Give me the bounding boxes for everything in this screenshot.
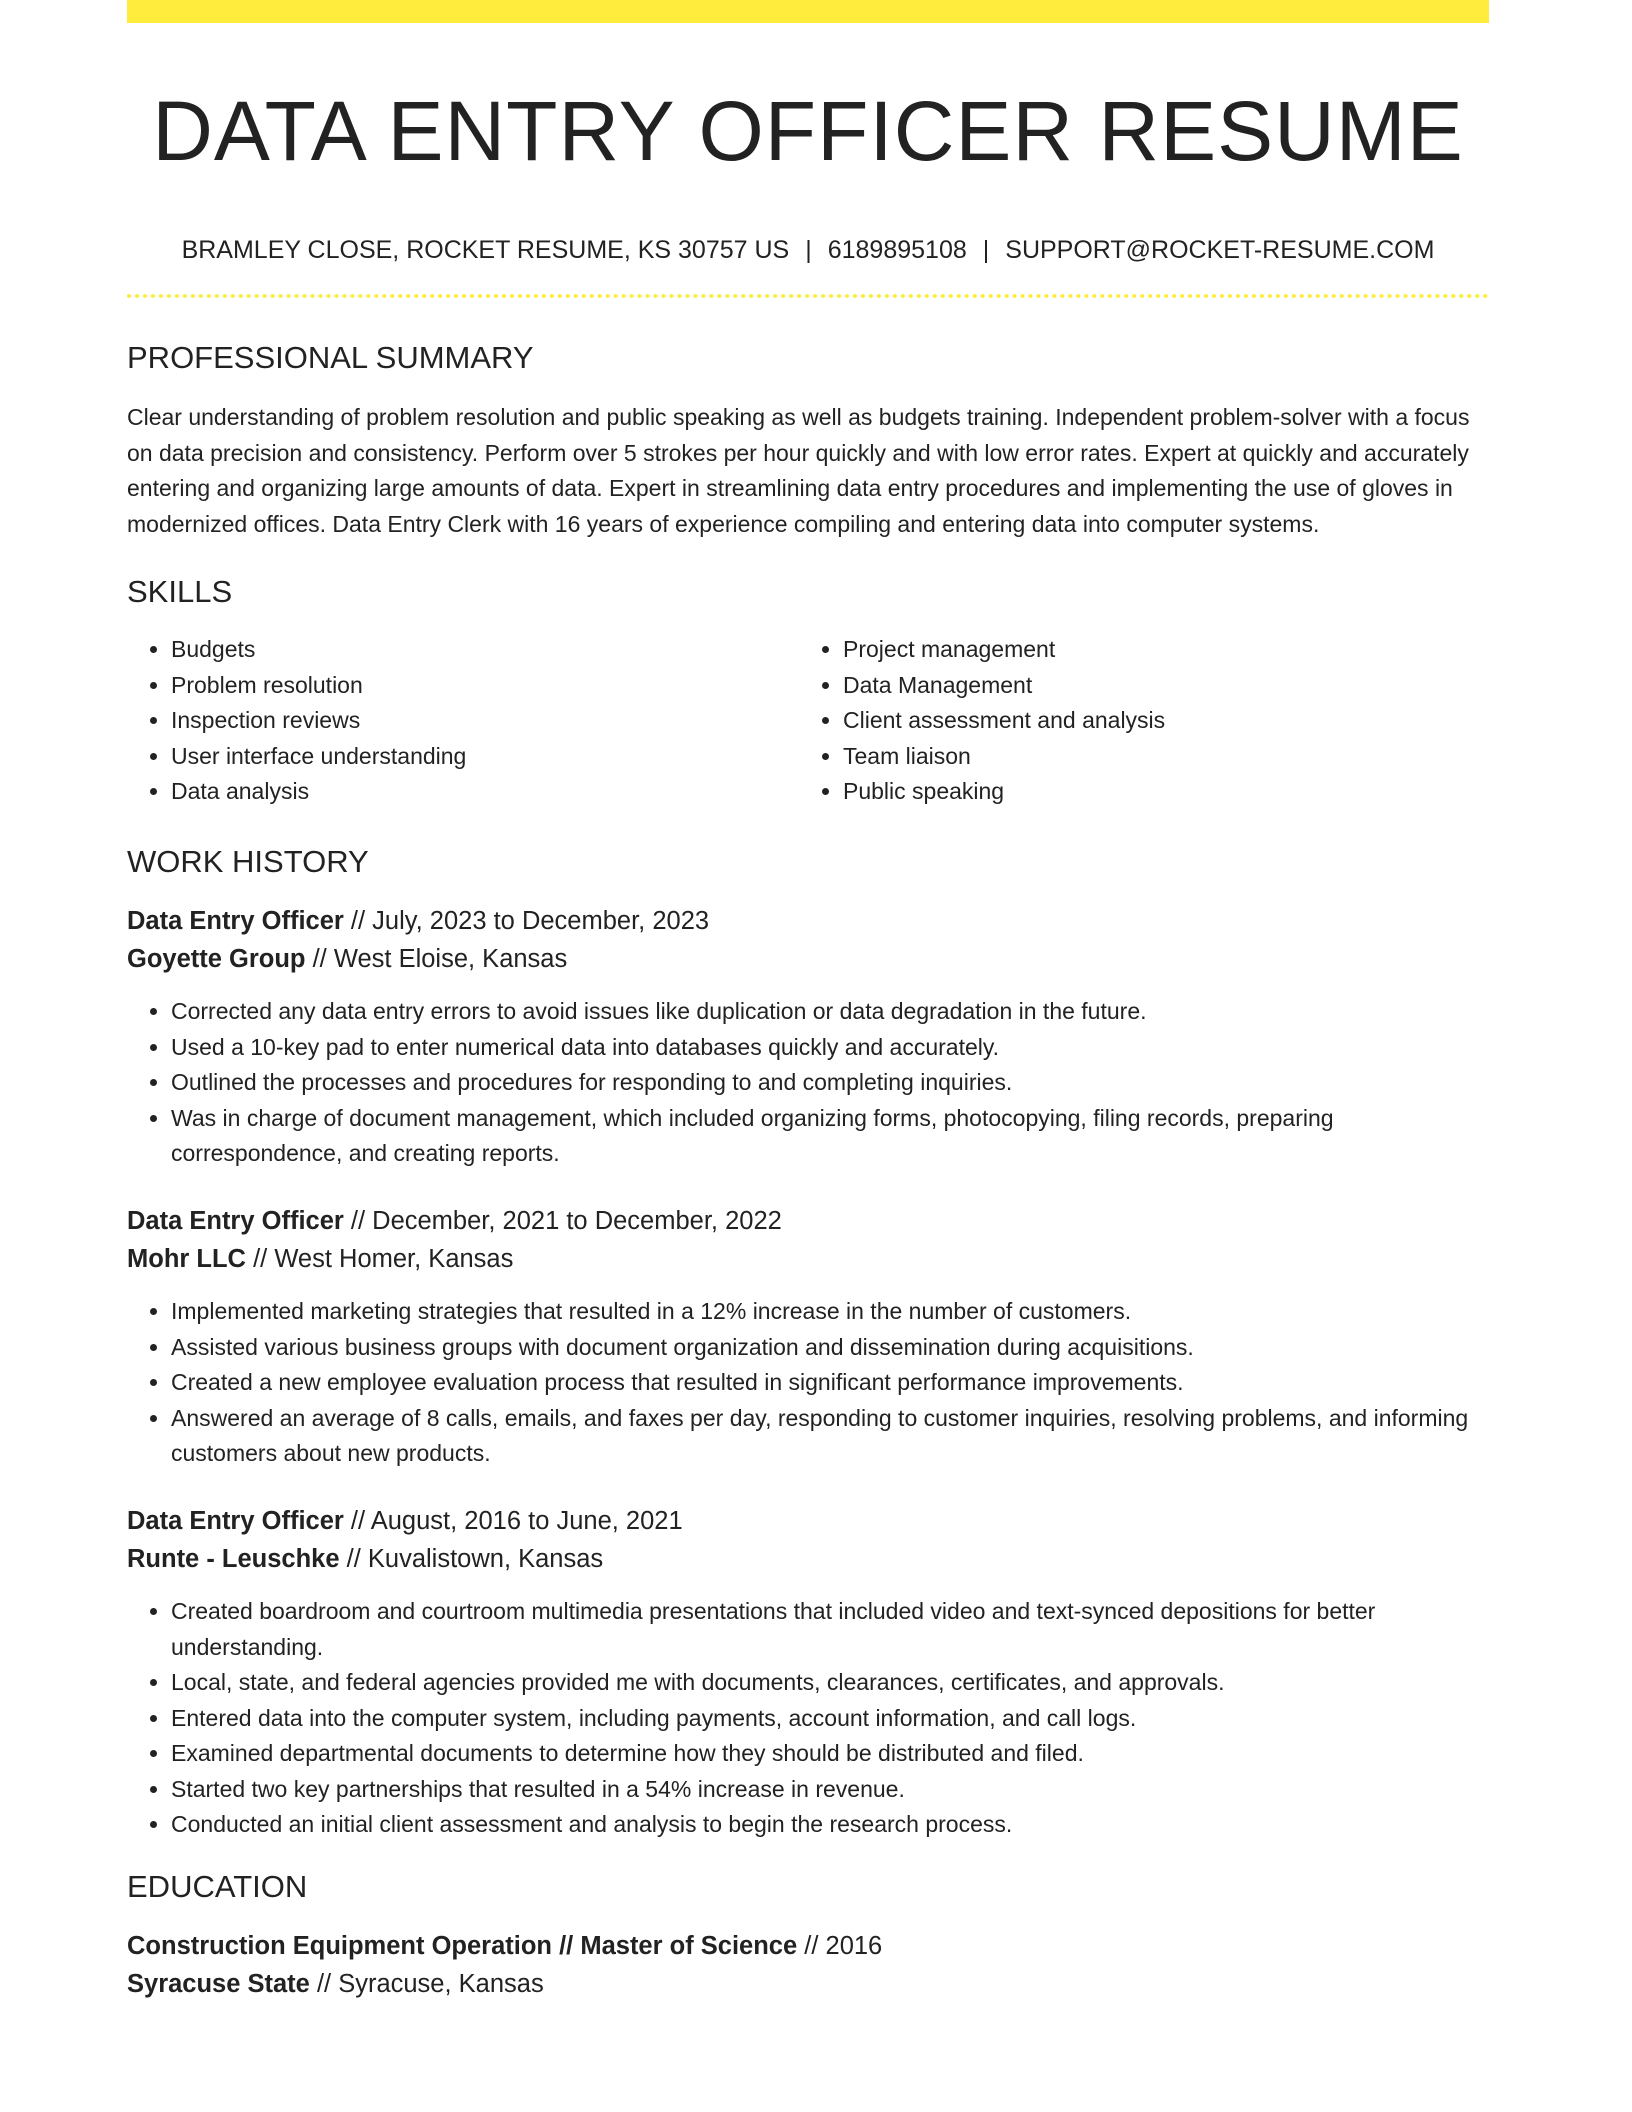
job-bullets — [127, 994, 1489, 1172]
job-entry — [127, 1202, 1489, 1472]
job-title-line — [127, 1202, 1489, 1240]
education-heading: EDUCATION — [127, 1869, 308, 1905]
education-year: // 2016 — [797, 1932, 883, 1961]
job-bullet: • Conducted an initial client assessment and analysis to begin the research process. — [171, 1807, 1489, 1843]
skill-item: • Client assessment and analysis — [843, 703, 1471, 739]
skill-item: • User interface understanding — [171, 739, 799, 775]
job-bullets — [127, 1294, 1489, 1472]
skills-list — [127, 632, 1489, 810]
contact-email: SUPPORT@ROCKET-RESUME.COM — [1005, 236, 1435, 264]
contact-separator: | — [805, 236, 812, 264]
job-title: Data Entry Officer — [127, 1506, 344, 1535]
job-bullet: • Entered data into the computer system, including payments, account information, and call logs. — [171, 1701, 1489, 1737]
job-title-line — [127, 902, 1489, 940]
job-bullet: • Assisted various business groups with document organization and dissemination during acquisitions. — [171, 1330, 1489, 1366]
skill-item: • Budgets — [171, 632, 799, 668]
contact-address: BRAMLEY CLOSE, ROCKET RESUME, KS 30757 US — [181, 236, 790, 264]
education-degree: Construction Equipment Operation // Master of Science — [127, 1932, 798, 1961]
contact-phone: 6189895108 — [827, 236, 967, 264]
job-company-line — [127, 1540, 1489, 1578]
job-bullet: • Started two key partnerships that resulted in a 54% increase in revenue. — [171, 1772, 1489, 1808]
skill-item: • Problem resolution — [171, 668, 799, 704]
work-history-heading: WORK HISTORY — [127, 843, 369, 879]
job-bullet: • Created boardroom and courtroom multimedia presentations that included video and text-synced depositions for better understanding. — [171, 1594, 1489, 1665]
dotted-divider — [127, 294, 1489, 298]
job-bullet: • Outlined the processes and procedures for responding to and completing inquiries. — [171, 1065, 1489, 1101]
job-dates: // December, 2021 to December, 2022 — [343, 1206, 782, 1235]
job-company-line — [127, 1240, 1489, 1278]
job-company: Runte - Leuschke — [127, 1544, 340, 1573]
accent-top-bar — [127, 0, 1489, 23]
job-location: // West Homer, Kansas — [245, 1244, 514, 1273]
education-school-line — [127, 1965, 1489, 2003]
skill-item: • Data Management — [843, 668, 1471, 704]
skill-item: • Public speaking — [843, 774, 1471, 810]
job-entry — [127, 902, 1489, 1172]
job-bullet: • Implemented marketing strategies that resulted in a 12% increase in the number of customers. — [171, 1294, 1489, 1330]
job-bullet: • Examined departmental documents to determine how they should be distributed and filed. — [171, 1736, 1489, 1772]
skills-column-left — [127, 632, 799, 810]
job-bullet: • Corrected any data entry errors to avoid issues like duplication or data degradation in the future. — [171, 994, 1489, 1030]
job-dates: // August, 2016 to June, 2021 — [343, 1506, 683, 1535]
skill-item: • Team liaison — [843, 739, 1471, 775]
job-entry — [127, 1502, 1489, 1843]
job-company: Mohr LLC — [127, 1244, 246, 1273]
job-bullet: • Created a new employee evaluation process that resulted in significant performance improvements. — [171, 1365, 1489, 1401]
resume-title: DATA ENTRY OFFICER RESUME — [152, 84, 1464, 178]
skill-item: • Project management — [843, 632, 1471, 668]
job-location: // Kuvalistown, Kansas — [339, 1544, 604, 1573]
summary-heading: PROFESSIONAL SUMMARY — [127, 340, 534, 375]
education-degree-line — [127, 1927, 1489, 1965]
skill-item: • Data analysis — [171, 774, 799, 810]
job-title-line — [127, 1502, 1489, 1540]
job-dates: // July, 2023 to December, 2023 — [343, 906, 710, 935]
job-title: Data Entry Officer — [127, 906, 344, 935]
contact-line — [127, 233, 1489, 267]
skills-column-right — [799, 632, 1471, 810]
education-location: // Syracuse, Kansas — [309, 1970, 544, 1999]
job-bullet: • Used a 10-key pad to enter numerical data into databases quickly and accurately. — [171, 1030, 1489, 1066]
job-location: // West Eloise, Kansas — [305, 944, 568, 973]
job-bullet: • Was in charge of document management, which included organizing forms, photocopying, filing records, preparing correspondence, and creating reports. — [171, 1101, 1489, 1172]
resume-page — [127, 0, 1489, 2003]
job-company-line — [127, 940, 1489, 978]
skills-heading: SKILLS — [127, 574, 233, 609]
job-bullet: • Answered an average of 8 calls, emails, and faxes per day, responding to customer inquiries, resolving problems, and informing customers about new products. — [171, 1401, 1489, 1472]
education-school: Syracuse State — [127, 1970, 310, 1999]
job-company: Goyette Group — [127, 944, 306, 973]
job-title: Data Entry Officer — [127, 1206, 344, 1235]
contact-separator: | — [982, 236, 990, 264]
summary-text: Clear understanding of problem resolution and public speaking as well as budgets training. Independent problem-solver with a focus on data precision and consistency. Perform over 5 strokes per hour quickly and with low error rates. Expert at quickly and accurately entering and organizing large amounts of data. Expert in streamlining data entry procedures and implementing the use of gloves in modernized offices. Data Entry Clerk with 16 years of experience compiling and entering data into computer systems. — [127, 404, 1470, 537]
job-bullet: • Local, state, and federal agencies provided me with documents, clearances, certificates, and approvals. — [171, 1665, 1489, 1701]
job-bullets — [127, 1594, 1489, 1843]
skill-item: • Inspection reviews — [171, 703, 799, 739]
